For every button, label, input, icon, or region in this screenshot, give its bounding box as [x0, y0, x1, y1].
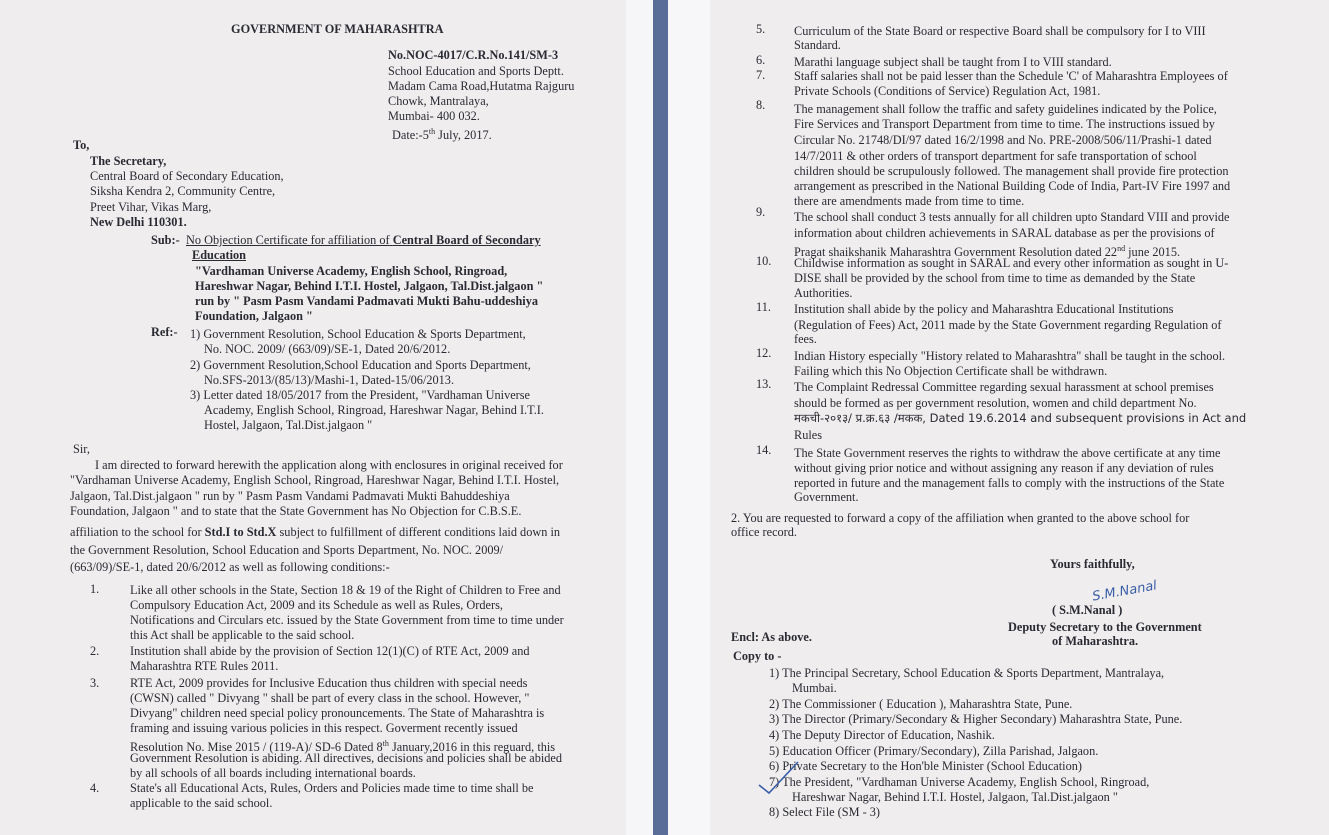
condition-number: 6. [756, 53, 766, 67]
copy-to-item: Mumbai. [792, 681, 837, 695]
condition-line: children should be scrupulously followed. The management shall provide fire protection [794, 164, 1229, 178]
addressee-line: Siksha Kendra 2, Community Centre, [90, 184, 276, 198]
condition-line: Rules [794, 428, 823, 442]
copy-to-item: 2) The Commissioner ( Education ), Maharashtra State, Pune. [769, 697, 1073, 711]
reference-item: 2) Government Resolution,School Education and Sports Department, [190, 358, 531, 372]
condition-line: Institution shall abide by the provision of Section 12(1)(C) of RTE Act, 2009 and [130, 644, 530, 658]
condition-line: The Complaint Redressal Committee regarding sexual harassment at school premises [794, 380, 1214, 394]
condition-line: fees. [794, 332, 817, 346]
condition-line: Notifications and Circulars etc. issued by the State Government from time to time under [130, 613, 564, 627]
copy-to-label: Copy to - [733, 649, 782, 663]
subject-text: No Objection Certificate for affiliation of Central Board of Secondary [186, 233, 541, 247]
condition-line: RTE Act, 2009 provides for Inclusive Education thus children with special needs [130, 676, 528, 690]
body-line: "Vardhaman Universe Academy, English School, Ringroad, Hareshwar Nagar, Behind I.T.I. Hostel, [70, 473, 560, 487]
ref-label: Ref:- [151, 325, 178, 339]
subject-label: Sub:- [151, 233, 180, 247]
body-line: the Government Resolution, School Education and Sports Department, No. NOC. 2009/ [70, 543, 504, 557]
reference-item: Academy, English School, Ringroad, Hareshwar Nagar, Behind I.T.I. [204, 403, 544, 417]
condition-line: DISE shall be provided by the school from time to time as demanded by the State [794, 271, 1196, 285]
condition-number: 1. [90, 582, 100, 596]
condition-line: Curriculum of the State Board or respective Board shall be compulsory for I to VIII [794, 24, 1206, 38]
body-line: I am directed to forward herewith the application along with enclosures in original received for [95, 458, 563, 472]
letter-page-2 [710, 0, 1329, 835]
condition-line: Pragat shaikshanik Maharashtra Government Resolution dated 22nd june 2015. [794, 244, 1181, 260]
condition-line: Maharashtra RTE Rules 2011. [130, 659, 279, 673]
condition-line: this Act shall be applicable to the said school. [130, 628, 355, 642]
condition-line: Failing which this No Objection Certificate shall be withdrawn. [794, 364, 1108, 378]
condition-number: 2. [90, 644, 100, 658]
enclosure-label: Encl: As above. [731, 630, 812, 644]
condition-number: 11. [756, 300, 771, 314]
paragraph-2: 2. You are requested to forward a copy of the affiliation when granted to the above school for [731, 511, 1190, 525]
office-line: Madam Cama Road,Hutatma Rajguru [388, 79, 575, 93]
condition-number: 5. [756, 22, 766, 36]
office-line: School Education and Sports Deptt. [388, 64, 564, 78]
binder-strip [653, 0, 668, 835]
signature: S.M.Nanal [1091, 578, 1159, 605]
copy-to-item: 4) The Deputy Director of Education, Nashik. [769, 728, 995, 742]
reference-item: Hostel, Jalgaon, Tal.Dist.jalgaon " [204, 418, 373, 432]
condition-line: Government Resolution is abiding. All directives, decisions and policies shall be abided [130, 751, 563, 765]
condition-line: there are amendments made from time to time. [794, 194, 1025, 208]
condition-number: 12. [756, 346, 772, 360]
condition-line: Compulsory Education Act, 2009 and its Schedule as well as Rules, Orders, [130, 598, 503, 612]
condition-line: Institution shall abide by the policy and Maharashtra Educational Institutions [794, 302, 1174, 316]
condition-line: The management shall follow the traffic and safety guidelines indicated by the Police, [794, 102, 1217, 116]
page-gap [626, 0, 653, 835]
reference-number: No.NOC-4017/C.R.No.141/SM-3 [388, 48, 559, 62]
check-mark-icon [756, 758, 802, 796]
condition-line: Government. [794, 490, 859, 504]
addressee-line: Central Board of Secondary Education, [90, 169, 284, 183]
condition-number: 7. [756, 68, 766, 82]
body-line: affiliation to the school for Std.I to Std.X subject to fulfillment of different conditions laid down in [70, 525, 561, 539]
addressee-line: Preet Vihar, Vikas Marg, [90, 200, 212, 214]
copy-to-item: 8) Select File (SM - 3) [769, 805, 880, 819]
copy-to-item: Hareshwar Nagar, Behind I.T.I. Hostel, Jalgaon, Tal.Dist.jalgaon " [792, 790, 1118, 804]
paragraph-2: office record. [731, 525, 797, 539]
closing-line: Yours faithfully, [1050, 557, 1135, 571]
condition-number: 8. [756, 98, 766, 112]
condition-line: Circular No. 21748/DI/97 dated 16/2/1998 and No. PRE-2008/506/11/Prashi-1 dated [794, 133, 1212, 147]
subject-school: "Vardhaman Universe Academy, English School, Ringroad, [195, 264, 508, 278]
condition-line: without giving prior notice and without assigning any reason if any deviation of rules [794, 461, 1214, 475]
signer-name: ( S.M.Nanal ) [1052, 603, 1123, 617]
condition-line: Divyang" children need special policy pronouncements. The State of Maharashtra is [130, 706, 545, 720]
subject-school: Foundation, Jalgaon " [195, 309, 313, 323]
condition-line: Private Schools (Conditions of Service) Regulation Act, 1981. [794, 84, 1101, 98]
condition-line: State's all Educational Acts, Rules, Orders and Policies made time to time shall be [130, 781, 534, 795]
condition-line: framing and issuing various policies in this respect. Goverment recently issued [130, 721, 518, 735]
condition-line: should be formed as per government resolution, women and child department No. [794, 396, 1197, 410]
condition-line: by all schools of all boards including international boards. [130, 766, 416, 780]
addressee-line: New Delhi 110301. [90, 215, 187, 229]
condition-line: applicable to the said school. [130, 796, 273, 810]
reference-item: No. NOC. 2009/ (663/09)/SE-1, Dated 20/6/2012. [204, 342, 451, 356]
letter-page-1 [0, 0, 626, 835]
condition-number: 3. [90, 676, 100, 690]
letter-date: Date:-5th July, 2017. [392, 127, 492, 143]
copy-to-item: 3) The Director (Primary/Secondary & Higher Secondary) Maharashtra State, Pune. [769, 712, 1183, 726]
subject-school: run by " Pasm Pasm Vandami Padmavati Mukti Bahu-uddeshiya [195, 294, 539, 308]
condition-line: Childwise information as sought in SARAL and every other information as sought in U- [794, 256, 1229, 270]
condition-number: 13. [756, 377, 772, 391]
signer-title: Deputy Secretary to the Government [1008, 620, 1202, 634]
condition-line: The State Government reserves the rights to withdraw the above certificate at any time [794, 446, 1221, 460]
page-gap [668, 0, 710, 835]
condition-line: (CWSN) called " Divyang " shall be part of every class in the school. However, " [130, 691, 530, 705]
office-line: Chowk, Mantralaya, [388, 94, 489, 108]
condition-line: Resolution No. Mise 2015 / (119-A)/ SD-6 Dated 8th January,2016 in this reguard, this [130, 739, 556, 755]
condition-line: information about children achievements in SARAL database as per the provisions of [794, 226, 1215, 240]
body-line: (663/09)/SE-1, dated 20/6/2012 as well as following conditions:- [70, 560, 390, 574]
condition-line: arrangement as prescribed in the National Building Code of India, Part-IV Fire 1997 and [794, 179, 1231, 193]
condition-line: reported in future and the management falls to comply with the instructions of the State [794, 476, 1225, 490]
subject-text: Education [192, 248, 246, 262]
signer-title: of Maharashtra. [1052, 634, 1139, 648]
condition-line: The school shall conduct 3 tests annually for all children upto Standard VIII and provide [794, 210, 1230, 224]
addressee-line: The Secretary, [90, 154, 167, 168]
condition-line: मकची-२०१३/ प्र.क्र.६३ /मकक, Dated 19.6.2014 and subsequent provisions in Act and [794, 411, 1247, 425]
condition-number: 4. [90, 781, 100, 795]
to-label: To, [73, 138, 90, 152]
condition-line: Marathi language subject shall be taught from I to VIII standard. [794, 55, 1112, 69]
condition-line: Like all other schools in the State, Section 18 & 19 of the Right of Children to Free and [130, 583, 561, 597]
copy-to-item: 7) The President, "Vardhaman Universe Academy, English School, Ringroad, [769, 775, 1150, 789]
condition-line: Fire Services and Transport Department from time to time. The instructions issued by [794, 117, 1215, 131]
condition-line: (Regulation of Fees) Act, 2011 made by the State Government regarding Regulation of [794, 318, 1222, 332]
condition-line: Staff salaries shall not be paid lesser than the Schedule 'C' of Maharashtra Employees of [794, 69, 1228, 83]
condition-line: Indian History especially "History related to Maharashtra" shall be taught in the school. [794, 349, 1226, 363]
condition-line: 14/7/2011 & other orders of transport department for safe transportation of school [794, 149, 1197, 163]
condition-line: Authorities. [794, 286, 853, 300]
body-line: Foundation, Jalgaon " and to state that the State Government has No Objection for C.B.S.E. [70, 504, 522, 518]
body-line: Jalgaon, Tal.Dist.jalgaon " run by " Pasm Pasm Vandami Padmavati Mukti Bahuddeshiya [70, 489, 510, 503]
salutation: Sir, [73, 442, 90, 456]
reference-item: 1) Government Resolution, School Education & Sports Department, [190, 327, 526, 341]
copy-to-item: 1) The Principal Secretary, School Education & Sports Department, Mantralaya, [769, 666, 1165, 680]
condition-line: Standard. [794, 38, 841, 52]
condition-number: 10. [756, 254, 772, 268]
condition-number: 14. [756, 443, 772, 457]
condition-number: 9. [756, 205, 766, 219]
subject-school: Hareshwar Nagar, Behind I.T.I. Hostel, Jalgaon, Tal.Dist.jalgaon " [195, 279, 544, 293]
reference-item: No.SFS-2013/(85/13)/Mashi-1, Dated-15/06/2013. [204, 373, 455, 387]
reference-item: 3) Letter dated 18/05/2017 from the President, "Vardhaman Universe [190, 388, 531, 402]
government-header: GOVERNMENT OF MAHARASHTRA [231, 22, 444, 36]
copy-to-item: 6) Private Secretary to the Hon'ble Minister (School Education) [769, 759, 1082, 773]
office-line: Mumbai- 400 032. [388, 109, 480, 123]
copy-to-item: 5) Education Officer (Primary/Secondary), Zilla Parishad, Jalgaon. [769, 744, 1099, 758]
